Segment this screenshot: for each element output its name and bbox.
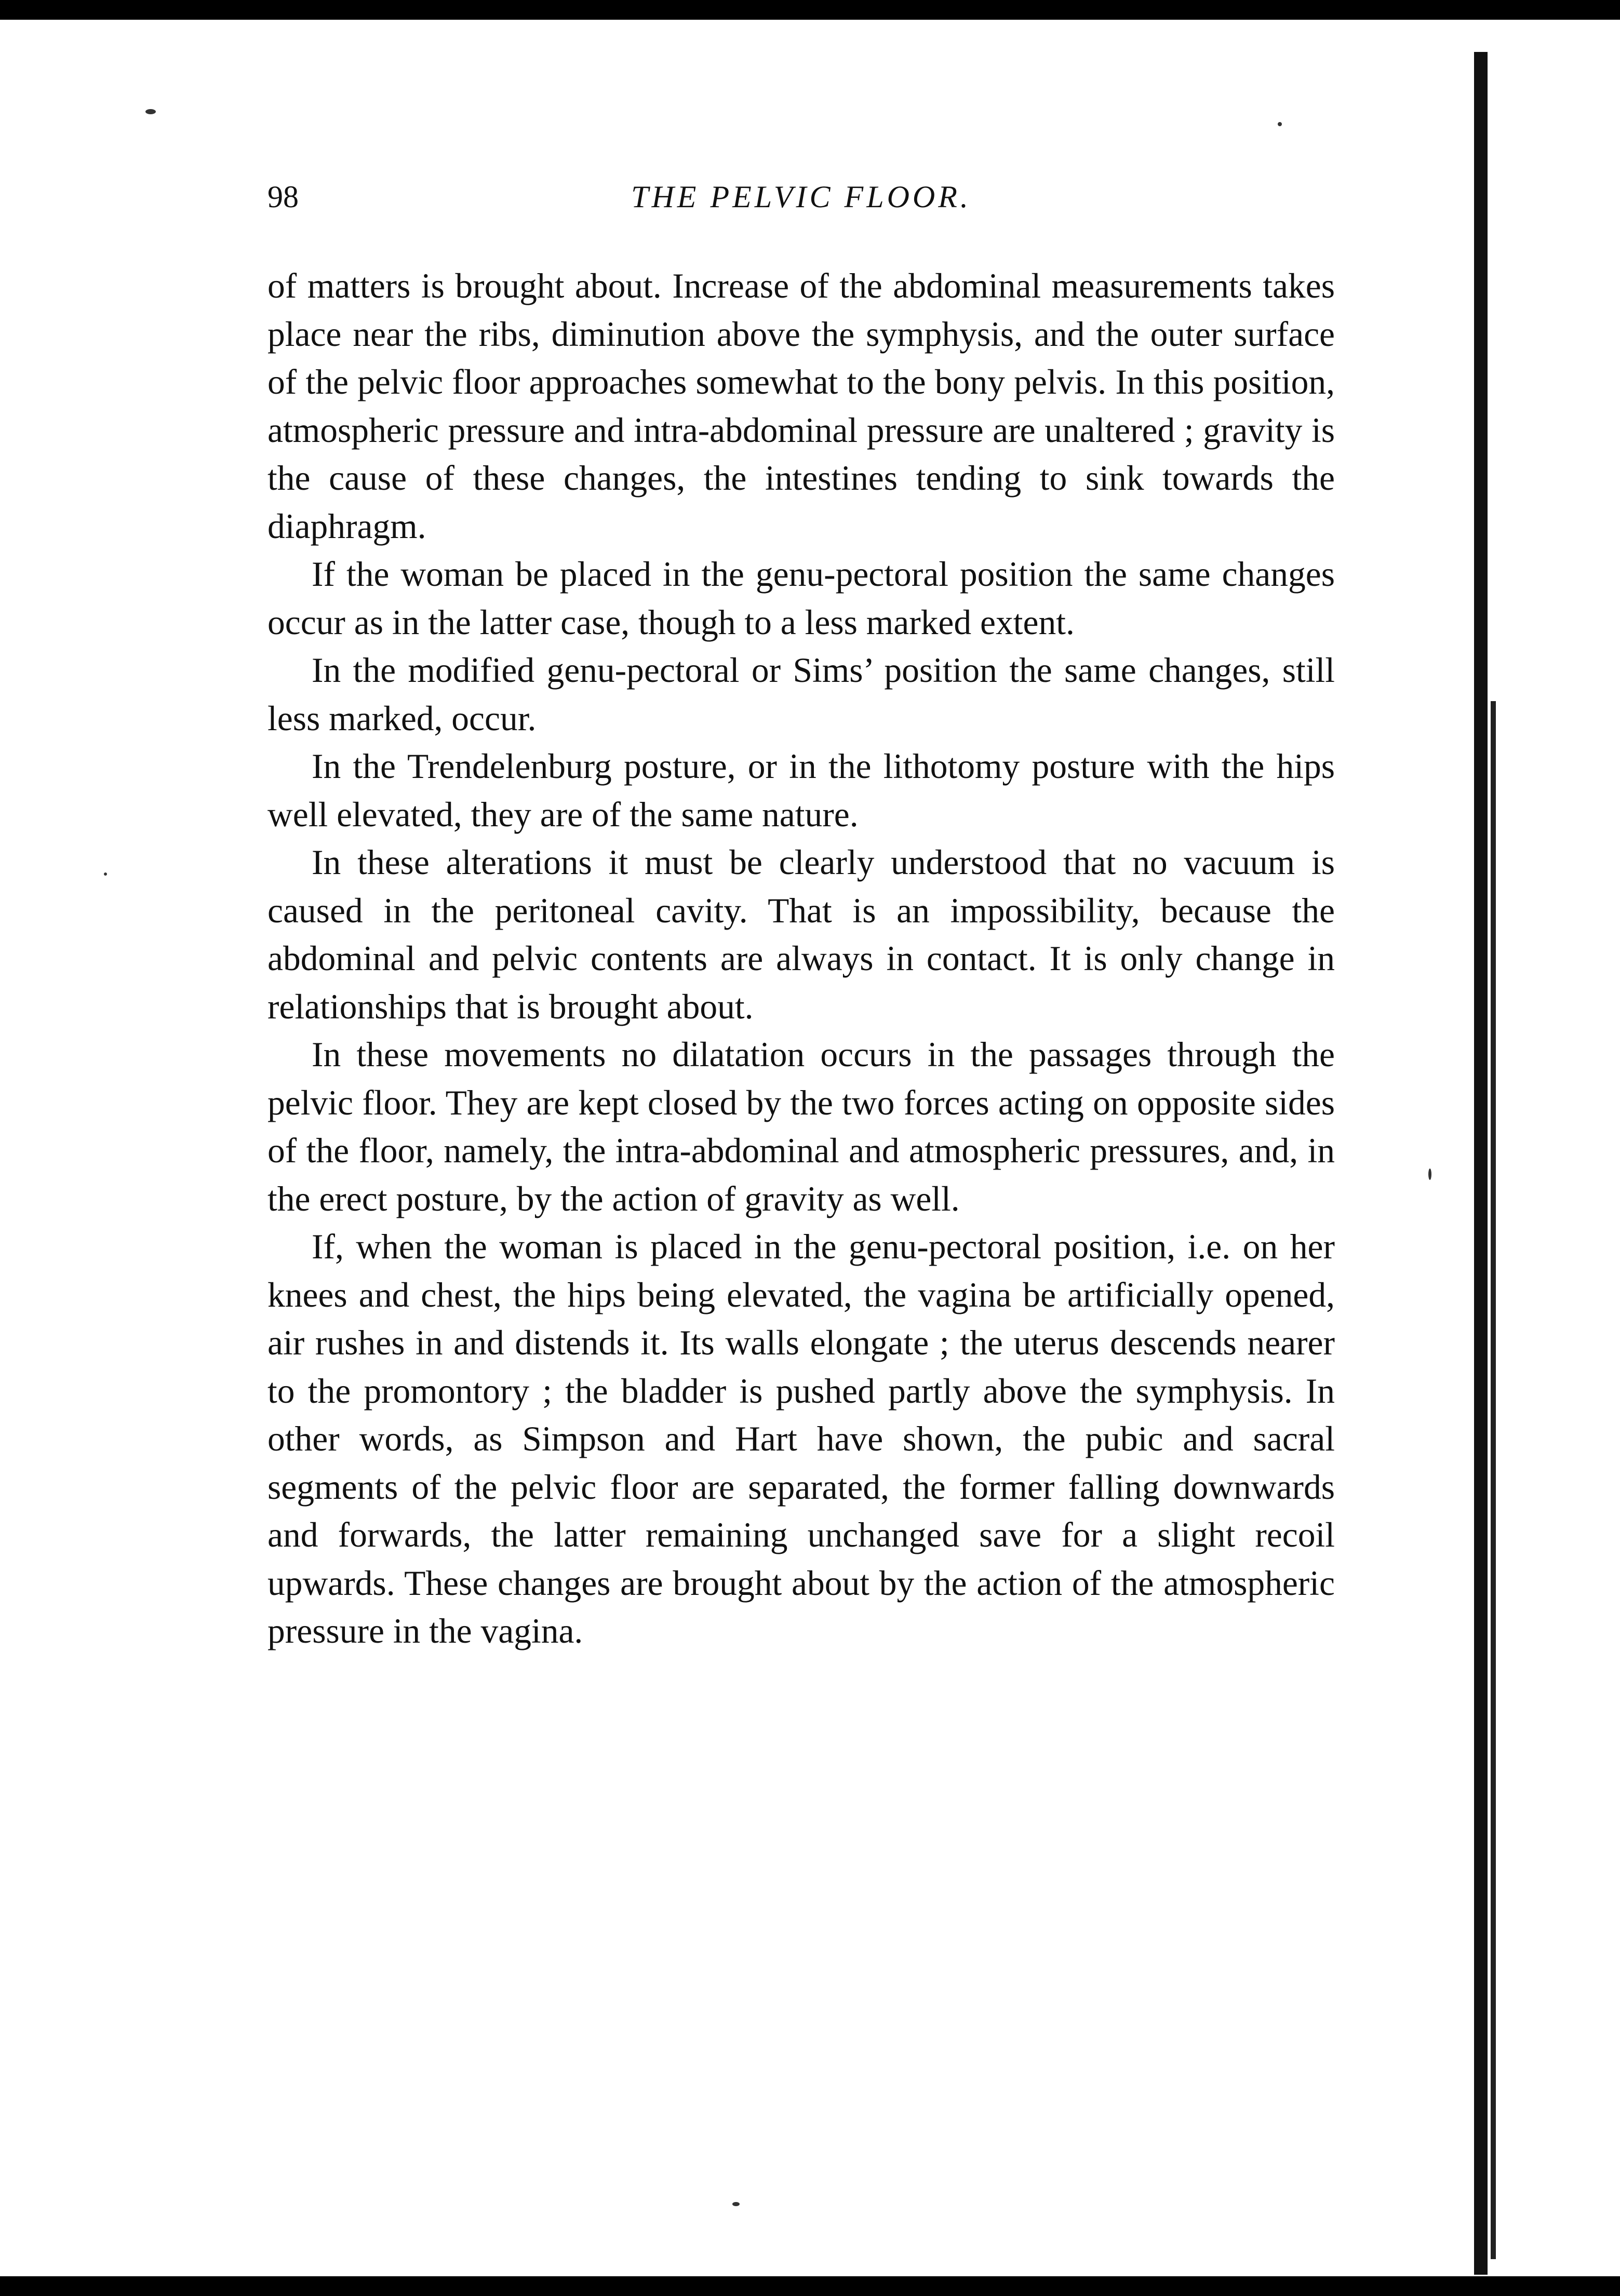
running-title: THE PELVIC FLOOR.	[631, 180, 971, 214]
paragraph-2: If the woman be placed in the genu-pectoral position the same changes occur as in the latter case, though to a less marked extent.	[267, 555, 1335, 642]
paragraph-4: In the Trendelenburg posture, or in the lithotomy posture with the hips well elevated, they are of the same nature.	[267, 747, 1335, 834]
binding-shadow-secondary	[1491, 701, 1496, 2259]
page-number: 98	[267, 180, 299, 214]
paragraph-5: In these alterations it must be clearly understood that no vacuum is caused in the peritoneal cavity. That is an impossibility, because the abdominal and pelvic contents are always in contact. It is only change in relationships that is brought about.	[267, 843, 1335, 1026]
scan-speck	[1278, 122, 1282, 126]
body-text	[267, 262, 1335, 1656]
page-gutter	[1504, 20, 1620, 2276]
scan-speck	[104, 872, 107, 876]
binding-shadow	[1474, 52, 1488, 2275]
paragraph-3: In the modified genu-pectoral or Sims’ position the same changes, still less marked, occur.	[267, 651, 1335, 738]
paragraph-1: of matters is brought about. Increase of the abdominal measurements takes place near the ribs, diminution above the symphysis, and the outer surface of the pelvic floor approaches somewhat to the bony pelvis. In this position, atmospheric pressure and intra-abdominal pressure are unaltered ; gravity is the cause of these changes, the intestines tending to sink towards the diaphragm.	[267, 266, 1335, 546]
scan-speck	[1428, 1169, 1431, 1180]
scan-speck	[732, 2202, 740, 2206]
page-header	[267, 179, 1335, 236]
scan-speck	[145, 109, 156, 114]
paragraph-7: If, when the woman is placed in the genu-pectoral position, i.e. on her knees and chest, the hips being elevated, the vagina be artificially opened, air rushes in and distends it. Its walls elongate ; the uterus descends nearer to the promontory ; the bladder is pushed partly above the symphysis. In other words, as Simpson and Hart have shown, the pubic and sacral segments of the pelvic floor are separated, the former falling downwards and forwards, the latter remaining unchanged save for a slight recoil upwards. These changes are brought about by the action of the atmospheric pressure in the vagina.	[267, 1227, 1335, 1650]
paragraph-6: In these movements no dilatation occurs in the passages through the pelvic floor. They are kept closed by the two forces acting on opposite sides of the floor, namely, the intra-abdominal and atmospheric pressures, and, in the erect posture, by the action of gravity as well.	[267, 1035, 1335, 1218]
